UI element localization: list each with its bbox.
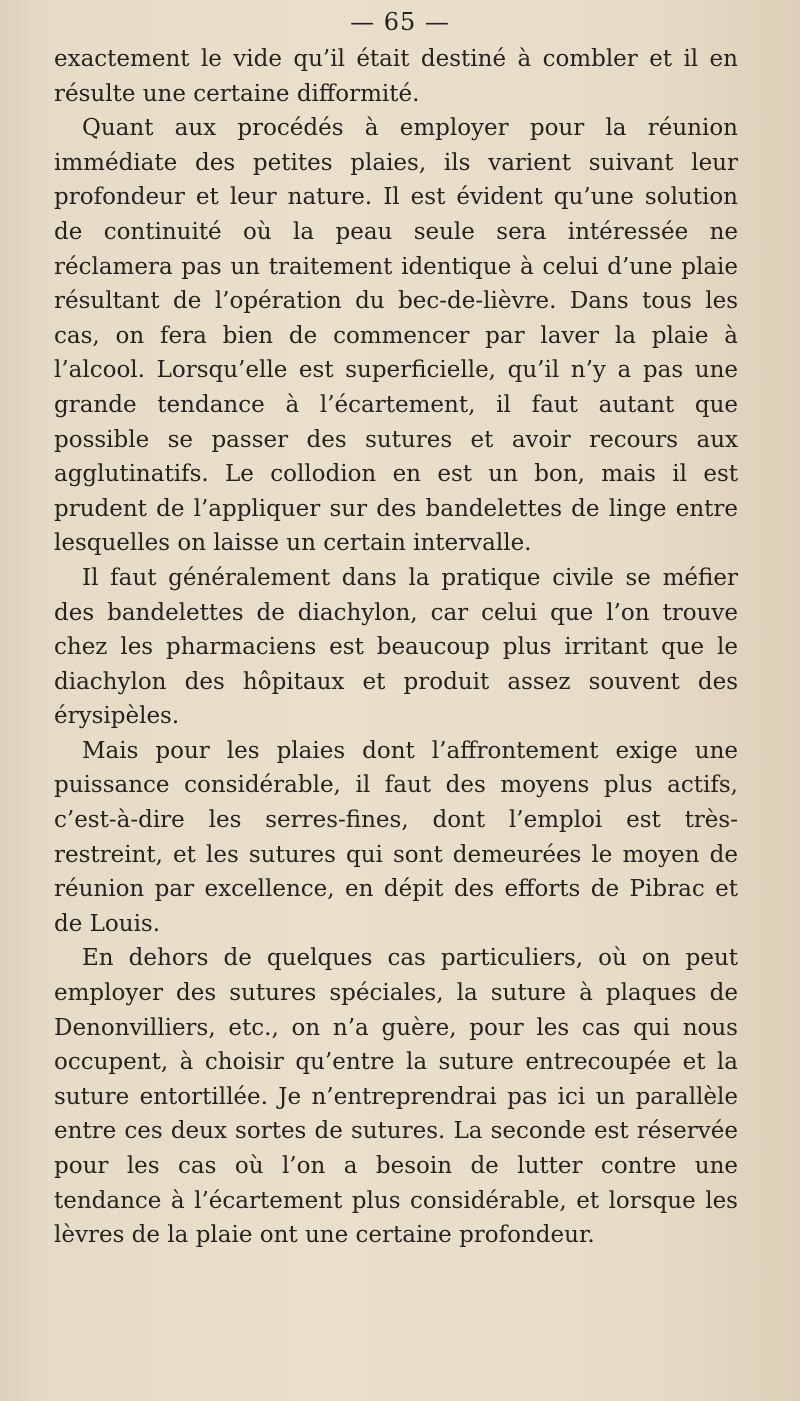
paragraph-diachylon-strips: Il faut généralement dans la pratique civile se méfier des bandelettes de diachylon, car celui que l’on trouve chez les pharmaciens est beaucoup plus irritant que le diachylon des hôpitaux et produit assez souvent des érysipèles.: [54, 564, 738, 730]
page-number: — 65 —: [350, 8, 450, 36]
paragraph-immediate-union-methods: Quant aux procédés à employer pour la réunion immédiate des petites plaies, ils varient suivant leur profondeur et leur nature. Il est évident qu’une solution de continuité où la peau seule sera intéressée ne réclamera pas un traitement identique à celui d’une plaie résultant de l’opération du bec-de-lièvre. Dans tous les cas, on fera bien de commencer par laver la plaie à l’alcool. Lorsqu’elle est superficielle, qu’il n’y a pas une grande tendance à l’écartement, il faut autant que possible se passer des sutures et avoir recours aux agglutinatifs. Le collodion en est un bon, mais il est prudent de l’appliquer sur des bandelettes de linge entre lesquelles on laisse un certain intervalle.: [54, 115, 738, 557]
paragraph-suture-types: En dehors de quelques cas particuliers, où on peut employer des sutures spéciales, la suture à plaques de Denonvilliers, etc., on n’a guère, pour les cas qui nous occupent, à choisir qu’entre la suture entrecoupée et la suture entortillée. Je n’entreprendrai pas ici un parallèle entre ces deux sortes de sutures. La seconde est réservée pour les cas où l’on a besoin de lutter contre une tendance à l’écartement plus considérable, et lorsque les lèvres de la plaie ont une certaine profondeur.: [54, 945, 738, 1249]
body-text: [54, 42, 738, 1253]
paragraph-serres-fines-and-sutures: Mais pour les plaies dont l’affrontement exige une puissance considérable, il faut des moyens plus actifs, c’est-à-dire les serres-fines, dont l’emploi est très-restreint, et les sutures qui sont demeurées le moyen de réunion par excellence, en dépit des efforts de Pibrac et de Louis.: [54, 737, 738, 937]
paragraph-continuation: exactement le vide qu’il était destiné à combler et il en résulte une certaine difformité.: [54, 46, 738, 107]
